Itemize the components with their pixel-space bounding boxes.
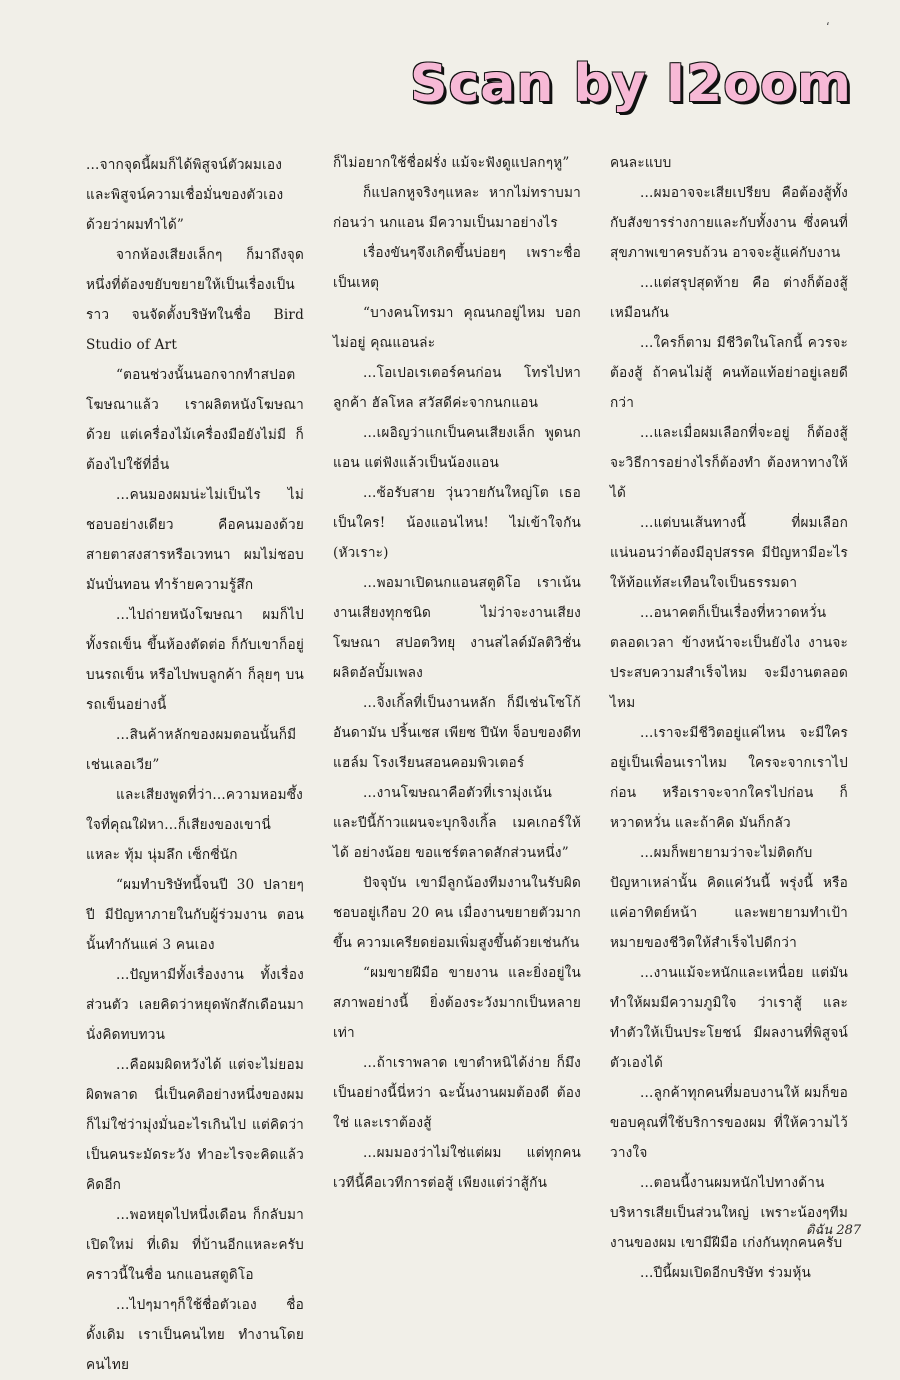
page-number: ดิฉัน 287 — [806, 1223, 862, 1238]
paragraph: “ตอนช่วงนั้นนอกจากทำสปอตโฆษณาแล้ว เราผลิตหนังโฆษณาด้วย แต่เครื่องไม้เครื่องมือยังไม่มี ก็ต้องไปใช้ที่อื่น — [86, 367, 304, 473]
paragraph: ก็แปลกหูจริงๆแหละ หากไม่ทราบมาก่อนว่า นกแอน มีความเป็นมาอย่างไร — [333, 185, 581, 231]
paragraph: ...ไปๆมาๆก็ใช้ชื่อตัวเอง ชื่อดั้งเดิม เราเป็นคนไทย ทำงานโดยคนไทย — [86, 1297, 304, 1373]
paragraph: ...ผมก็พยายามว่าจะไม่ติดกับปัญหาเหล่านั้น คิดแค่วันนี้ พรุ่งนี้ หรือแค่อาทิตย์หน้า และพยายามทำเป้าหมายของชีวิตให้สำเร็จไปดีกว่า — [610, 845, 848, 951]
paragraph: ...แต่บนเส้นทางนี้ ที่ผมเลือกแน่นอนว่าต้องมีอุปสรรค มีปัญหามีอะไรให้ท้อแท้สะเทือนใจเป็นธรรมดา — [610, 515, 848, 591]
paragraph: และเสียงพูดที่ว่า...ความหอมซึ้งใจที่คุณใฝ่หา...ก็เสียงของเขานี่แหละ ทุ้ม นุ่มลึก เซ็กซี่นัก — [86, 787, 303, 863]
paragraph: ปัจจุบัน เขามีลูกน้องทีมงานในรับผิดชอบอยู่เกือบ 20 คน เมื่องานขยายตัวมากขึ้น ความเครียดย่อมเพิ่มสูงขึ้นด้วยเช่นกัน — [333, 875, 581, 951]
paragraph: ...และเมื่อผมเลือกที่จะอยู่ ก็ต้องสู้ จะวิธีการอย่างไรก็ต้องทำ ต้องหาทางให้ได้ — [610, 425, 848, 501]
paragraph: ...ผมมองว่าไม่ใช่แต่ผม แต่ทุกคนเวทีนี้คือเวทีการต่อสู้ เพียงแต่ว่าสู้กัน — [333, 1145, 581, 1191]
paragraph: ...คือผมผิดหวังได้ แต่จะไม่ยอมผิดพลาด นี่เป็นคติอย่างหนึ่งของผม ก็ไม่ใช่ว่ามุ่งมั่นอะไรเกินไป แต่คิดว่าเป็นคนระมัดระวัง ทำอะไรจะคิดแล้วคิดอีก — [86, 1057, 304, 1193]
paragraph: ...จากจุดนี้ผมก็ได้พิสูจน์ตัวผมเอง และพิสูจน์ความเชื่อมั่นของตัวเองด้วยว่าผมทำได้” — [86, 157, 284, 233]
paragraph: ...ผมอาจจะเสียเปรียบ คือต้องสู้ทั้งกับสังขารร่างกายและกับทั้งงาน ซึ่งคนที่สุขภาพเขาครบถ้วน อาจจะสู้แค่กับงาน — [610, 185, 848, 261]
paragraph: ...พอหยุดไปหนึ่งเดือน ก็กลับมาเปิดใหม่ ที่เดิม ที่บ้านอีกแหละครับ คราวนี้ในชื่อ นกแอนสตูดิโอ — [86, 1207, 304, 1283]
paragraph: “บางคนโทรมา คุณนกอยู่ไหม บอกไม่อยู่ คุณแอนล่ะ — [333, 305, 581, 351]
paragraph: ...อนาคตก็เป็นเรื่องที่หวาดหวั่นตลอดเวลา ข้างหน้าจะเป็นยังไง งานจะประสบความสำเร็จไหม จะมีงานตลอดไหม — [610, 605, 848, 711]
paragraph: คนละแบบ — [610, 155, 672, 171]
paragraph: ...ใครก็ตาม มีชีวิตในโลกนี้ ควรจะต้องสู้ ถ้าคนไม่สู้ คนท้อแท้อย่าอยู่เลยดีกว่า — [610, 335, 848, 411]
paragraph: ...คนมองผมน่ะไม่เป็นไร ไม่ชอบอย่างเดียว คือคนมองด้วยสายตาสงสารหรือเวทนา ผมไม่ชอบ มันบั่นทอน ทำร้ายความรู้สึก — [86, 487, 304, 593]
text-column-2 — [333, 148, 581, 1198]
paragraph: ...ถ้าเราพลาด เขาตำหนิได้ง่าย ก็มึงเป็นอย่างนี้นี่หว่า ฉะนั้นงานผมต้องดี ต้องใช่ และเราต้องสู้ — [333, 1055, 581, 1131]
paragraph: ...จิงเกิ้ลที่เป็นงานหลัก ก็มีเช่นโซโก้ อันดามัน ปริ้นเซส เพียซ ปีนัท จ็อบของดีทแฮล์ม โรงเรียนสอนคอมพิวเตอร์ — [333, 695, 581, 771]
text-column-1 — [86, 150, 304, 1380]
paragraph: ...ปัญหามีทั้งเรื่องงาน ทั้งเรื่องส่วนตัว เลยคิดว่าหยุดพักสักเดือนมานั่งคิดทบทวน — [86, 967, 304, 1043]
paragraph: ก็ไม่อยากใช้ชื่อฝรั่ง แม้จะฟังดูแปลกๆหู” — [333, 155, 570, 171]
paragraph: ...เผอิญว่าแกเป็นคนเสียงเล็ก พูดนกแอน แต่ฟังแล้วเป็นน้องแอน — [333, 425, 581, 471]
paragraph: ...งานโฆษณาคือตัวที่เรามุ่งเน้น และปีนี้ก้าวแผนจะบุกจิงเกิ้ล เมคเกอร์ให้ได้ อย่างน้อย ขอแชร์ตลาดสักส่วนหนึ่ง” — [333, 785, 581, 861]
paragraph: ...งานแม้จะหนักและเหนื่อย แต่มันทำให้ผมมีความภูมิใจ ว่าเราสู้ และทำตัวให้เป็นประโยชน์ มีผลงานที่พิสูจน์ตัวเองได้ — [610, 965, 848, 1071]
corner-mark: ʻ — [826, 20, 830, 34]
paragraph: จากห้องเสียงเล็กๆ ก็มาถึงจุดหนึ่งที่ต้องขยับขยายให้เป็นเรื่องเป็นราว จนจัดตั้งบริษัทในชื่อ Bird Studio of Art — [86, 247, 304, 353]
paragraph: “ผมทำบริษัทนี้จนปี 30 ปลายๆ ปี มีปัญหาภายในกับผู้ร่วมงาน ตอนนั้นทำกันแค่ 3 คนเอง — [86, 877, 304, 953]
paragraph: “ผมขายฝีมือ ขายงาน และยิ่งอยู่ในสภาพอย่างนี้ ยิ่งต้องระวังมากเป็นหลายเท่า — [333, 965, 581, 1041]
paragraph: ...ตอนนี้งานผมหนักไปทางด้านบริหารเสียเป็นส่วนใหญ่ เพราะน้องๆทีมงานของผม เขามีฝีมือ เก่งกันทุกคนครับ — [610, 1175, 848, 1251]
paragraph: เรื่องขันๆจึงเกิดขึ้นบ่อยๆ เพราะชื่อเป็นเหตุ — [333, 245, 581, 291]
paragraph: ...โอเปอเรเตอร์คนก่อน โทรไปหาลูกค้า ฮัลโหล สวัสดีค่ะจากนกแอน — [333, 365, 581, 411]
paragraph: ...พอมาเปิดนกแอนสตูดิโอ เราเน้นงานเสียงทุกชนิด ไม่ว่าจะงานเสียงโฆษณา สปอตวิทยุ งานสไลด์มัลติวิชั่น ผลิตอัลบั้มเพลง — [333, 575, 581, 681]
paragraph: ...สินค้าหลักของผมตอนนั้นก็มีเช่นเลอเวีย” — [86, 727, 297, 773]
paragraph: ...เราจะมีชีวิตอยู่แค่ไหน จะมีใครอยู่เป็นเพื่อนเราไหม ใครจะจากเราไปก่อน หรือเราจะจากใครไปก่อน ก็หวาดหวั่น และถ้าคิด มันก็กลัว — [610, 725, 848, 831]
scan-watermark: Scan by I2oom — [410, 54, 852, 114]
paragraph: ...ไปถ่ายหนังโฆษณา ผมก็ไปทั้งรถเข็น ขึ้นห้องตัดต่อ ก็กับเขาก็อยู่บนรถเข็น หรือไปพบลูกค้า ก็ลุยๆ บนรถเข็นอย่างนี้ — [86, 607, 304, 713]
text-column-3 — [610, 148, 848, 1288]
paragraph: ...ซ้อรับสาย วุ่นวายกันใหญ่โต เธอเป็นใคร! น้องแอนไหน! ไม่เข้าใจกัน (หัวเราะ) — [333, 485, 581, 561]
paragraph: ...ลูกค้าทุกคนที่มอบงานให้ ผมก็ขอขอบคุณที่ใช้บริการของผม ที่ให้ความไว้วางใจ — [610, 1085, 848, 1161]
paragraph: ...ปีนี้ผมเปิดอีกบริษัท ร่วมหุ้น — [640, 1265, 812, 1281]
paragraph: ...แต่สรุปสุดท้าย คือ ต่างก็ต้องสู้เหมือนกัน — [610, 275, 848, 321]
